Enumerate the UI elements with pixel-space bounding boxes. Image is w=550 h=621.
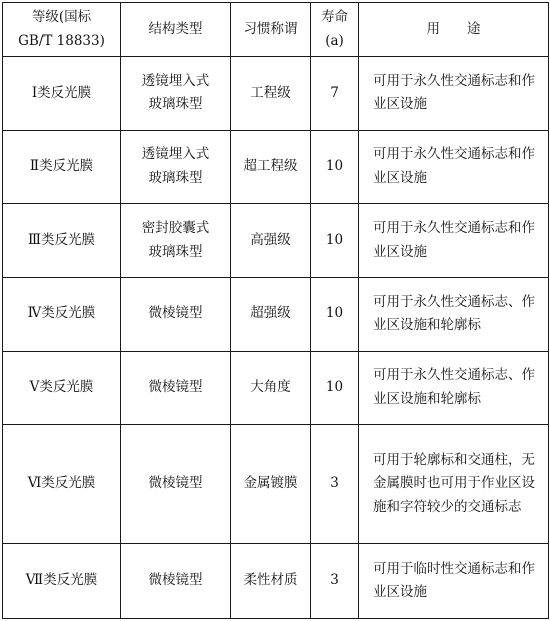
- cell-structure-line: 玻璃珠型: [148, 243, 203, 260]
- header-grade: [3, 3, 121, 57]
- cell-structure-line: 玻璃珠型: [148, 96, 203, 113]
- header-life: [311, 3, 359, 57]
- cell-life: 10: [311, 130, 359, 204]
- cell-common-name: 超强级: [231, 277, 311, 351]
- cell-structure-line: 透镜埋入式: [141, 72, 210, 89]
- cell-usage: 可用于永久性交通标志、作业区设施和轮廓标: [359, 351, 549, 425]
- table-row: [3, 130, 549, 204]
- cell-grade: Ⅴ类反光膜: [3, 351, 121, 425]
- cell-structure: [121, 351, 231, 425]
- cell-structure: [121, 130, 231, 204]
- cell-life: 3: [311, 544, 359, 619]
- cell-structure-line: 透镜埋入式: [141, 146, 210, 163]
- cell-common-name: 工程级: [231, 57, 311, 131]
- header-usage: 用 途: [359, 3, 549, 57]
- cell-common-name: 柔性材质: [231, 544, 311, 619]
- table-row: [3, 425, 549, 544]
- table-row: [3, 351, 549, 425]
- table-row: [3, 277, 549, 351]
- cell-grade: Ⅲ类反光膜: [3, 204, 121, 278]
- cell-structure-line: 微棱镜型: [148, 305, 203, 322]
- table-row: [3, 544, 549, 619]
- cell-grade: Ⅵ类反光膜: [3, 425, 121, 544]
- cell-structure-line: 密封胶囊式: [141, 219, 210, 236]
- cell-usage: 可用于轮廓标和交通柱，无金属膜时也可用于作业区设施和字符较少的交通标志: [359, 425, 549, 544]
- cell-life: 7: [311, 57, 359, 131]
- cell-life: 10: [311, 277, 359, 351]
- cell-life: 10: [311, 204, 359, 278]
- cell-structure-line: 微棱镜型: [148, 475, 203, 492]
- header-grade-line2: GB/T 18833): [18, 32, 105, 49]
- header-row: [3, 3, 549, 57]
- retroreflective-sheeting-table: [2, 2, 549, 619]
- cell-grade: Ⅶ类反光膜: [3, 544, 121, 619]
- cell-life: 3: [311, 425, 359, 544]
- cell-common-name: 大角度: [231, 351, 311, 425]
- cell-structure: [121, 277, 231, 351]
- table-row: [3, 57, 549, 131]
- header-life-line1: 寿命: [321, 8, 348, 25]
- cell-usage: 可用于永久性交通标志、作业区设施和轮廓标: [359, 277, 549, 351]
- cell-common-name: 金属镀膜: [231, 425, 311, 544]
- cell-grade: Ⅰ类反光膜: [3, 57, 121, 131]
- cell-grade: Ⅱ类反光膜: [3, 130, 121, 204]
- cell-structure-line: 微棱镜型: [148, 572, 203, 589]
- table-row: [3, 204, 549, 278]
- header-life-line2: (a): [325, 32, 344, 49]
- cell-life: 10: [311, 351, 359, 425]
- cell-usage: 可用于永久性交通标志和作业区设施: [359, 204, 549, 278]
- cell-structure: [121, 544, 231, 619]
- cell-usage: 可用于临时性交通标志和作业区设施: [359, 544, 549, 619]
- cell-usage: 可用于永久性交通标志和作业区设施: [359, 57, 549, 131]
- cell-structure-line: 微棱镜型: [148, 379, 203, 396]
- cell-structure: [121, 57, 231, 131]
- cell-usage: 可用于永久性交通标志和作业区设施: [359, 130, 549, 204]
- header-structure: 结构类型: [121, 3, 231, 57]
- cell-common-name: 超工程级: [231, 130, 311, 204]
- cell-grade: Ⅳ类反光膜: [3, 277, 121, 351]
- header-grade-line1: 等级(国标: [31, 8, 92, 25]
- cell-structure: [121, 425, 231, 544]
- cell-structure-line: 玻璃珠型: [148, 169, 203, 186]
- cell-structure: [121, 204, 231, 278]
- cell-common-name: 高强级: [231, 204, 311, 278]
- header-common-name: 习惯称谓: [231, 3, 311, 57]
